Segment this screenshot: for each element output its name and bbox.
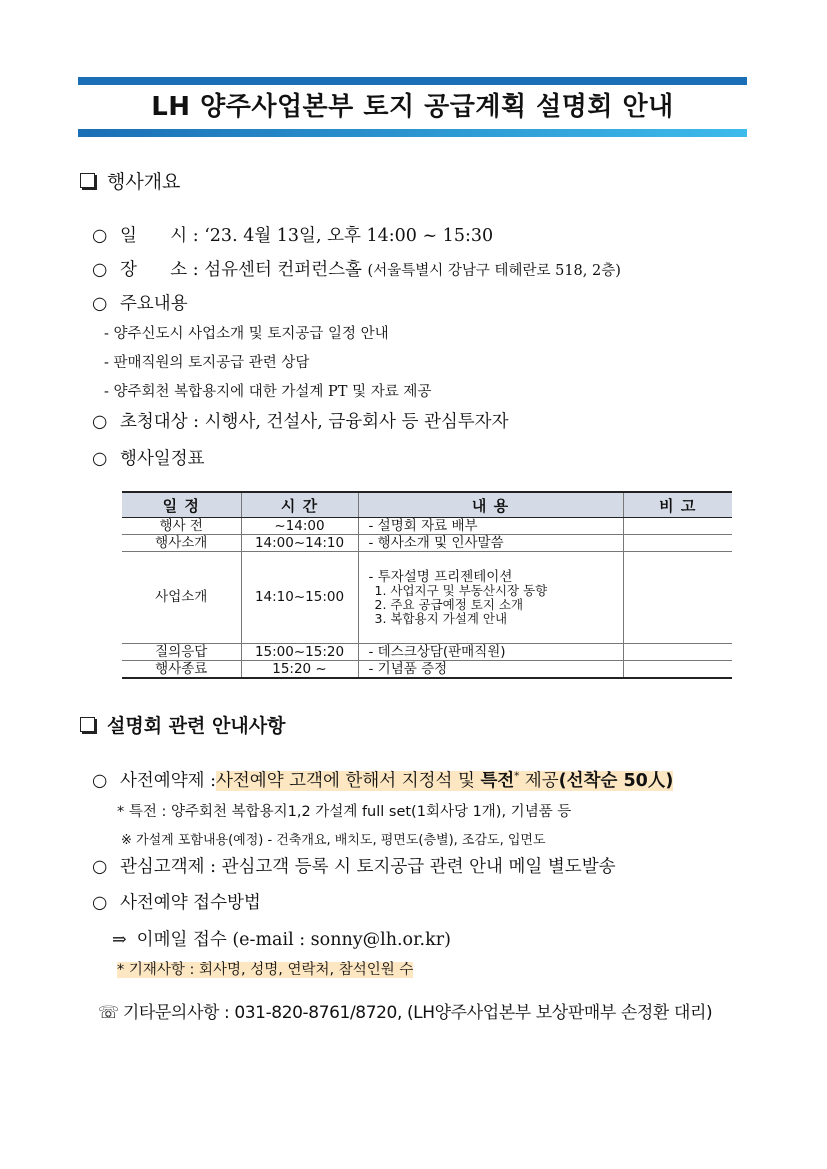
event-place-line [92, 256, 621, 281]
cell-time: 15:00~15:20 [241, 644, 358, 661]
content-item: - 판매직원의 토지공급 관련 상담 [104, 355, 310, 371]
bullet-circle-icon: ○ [92, 449, 108, 469]
bullet-circle-icon: ○ [92, 412, 108, 432]
cell-content [358, 552, 623, 644]
benefit-line: * 특전 : 양주회천 복합용지1,2 가설계 full set(1회사당 1개), 기념품 등 [117, 804, 572, 820]
title-bar-bottom [78, 129, 747, 137]
cell-step: 사업소개 [122, 552, 241, 644]
cell-time: 14:00~14:10 [241, 535, 358, 552]
section-heading-notice [80, 711, 285, 738]
method-line [92, 889, 261, 914]
contact-line [98, 998, 712, 1023]
fields-note [117, 958, 413, 979]
table-row [122, 644, 732, 661]
cell-content-subitem: 2. 주요 공급예정 토지 소개 [374, 596, 524, 612]
cell-content-subitem: 3. 복합용지 가설계 안내 [374, 610, 508, 626]
interest-line [92, 853, 616, 878]
title-bar-top [78, 77, 747, 85]
checkbox-square-icon [80, 173, 95, 188]
bullet-circle-icon: ○ [92, 857, 108, 877]
cell-note [623, 661, 732, 679]
email-line [112, 926, 451, 951]
place-detail: (서울특별시 강남구 테헤란로 518, 2층) [367, 263, 621, 279]
table-row [122, 535, 732, 552]
page-title: LH 양주사업본부 토지 공급계획 설명회 안내 [151, 92, 674, 122]
content-label: 주요내용 [120, 294, 188, 314]
header-content: 내 용 [358, 492, 623, 518]
table-header-row [122, 492, 732, 518]
prereg-highlight [216, 771, 673, 791]
cell-time: 14:10~15:00 [241, 552, 358, 644]
event-date-line [92, 222, 493, 247]
schedule-table [122, 491, 732, 679]
prereg-label: 사전예약제 : [120, 771, 216, 791]
prereg-value: 사전예약 고객에 한해서 지정석 및 [215, 771, 481, 791]
cell-step: 행사종료 [122, 661, 241, 679]
place-value: 섬유센터 컨퍼런스홀 [204, 260, 362, 280]
table-row [122, 661, 732, 679]
cell-time: 15:20 ~ [241, 661, 358, 679]
header-time: 시 간 [241, 492, 358, 518]
cell-content-main: - 투자설명 프리젠테이션 [368, 568, 513, 585]
cell-note [623, 518, 732, 535]
table-row [122, 552, 732, 644]
phone-icon: ☏ [98, 1003, 119, 1023]
bullet-circle-icon: ○ [92, 260, 108, 280]
bullet-circle-icon: ○ [92, 226, 108, 246]
checkbox-square-icon [80, 717, 95, 732]
fields-note-text: * 기재사항 : 회사명, 성명, 연락처, 참석인원 수 [117, 962, 414, 978]
date-value: ‘23. 4월 13일, 오후 14:00 ~ 15:30 [204, 226, 494, 246]
bullet-circle-icon: ○ [92, 771, 108, 791]
arrow-right-icon: ⇒ [112, 930, 127, 950]
interest-value: 관심고객 등록 시 토지공급 관련 안내 메일 별도발송 [221, 857, 616, 877]
target-text: 초청대상 : 시행사, 건설사, 금융회사 등 관심투자자 [120, 412, 509, 432]
header-step: 일 정 [122, 492, 241, 518]
prereg-value-end: 제공 [519, 771, 559, 791]
bullet-circle-icon: ○ [92, 893, 108, 913]
schedule-heading-line [92, 445, 205, 470]
email-value[interactable]: (e-mail : sonny@lh.or.kr) [232, 930, 451, 950]
date-label: 일 시 : [120, 226, 199, 246]
cell-content: - 설명회 자료 배부 [358, 518, 623, 535]
cell-content: - 기념품 증정 [358, 661, 623, 679]
bullet-circle-icon: ○ [92, 294, 108, 314]
prereg-limit: (선착순 50人) [558, 771, 674, 791]
section-heading-text: 행사개요 [107, 171, 181, 193]
benefit-note: ※ 가설계 포함내용(예정) - 건축개요, 배치도, 평면도(층별), 조감도, 입면도 [121, 833, 546, 848]
header-note: 비 고 [623, 492, 732, 518]
content-item: - 양주신도시 사업소개 및 토지공급 일정 안내 [104, 326, 389, 342]
cell-content: - 데스크상담(판매직원) [358, 644, 623, 661]
cell-content: - 행사소개 및 인사말씀 [358, 535, 623, 552]
prereg-line [92, 767, 673, 792]
cell-step: 행사 전 [122, 518, 241, 535]
cell-step: 질의응답 [122, 644, 241, 661]
content-item: - 양주회천 복합용지에 대한 가설계 PT 및 자료 제공 [104, 384, 432, 400]
email-label: 이메일 접수 [136, 930, 227, 950]
prereg-benefit: 특전 [480, 771, 515, 791]
interest-label: 관심고객제 : [120, 857, 216, 877]
cell-step: 행사소개 [122, 535, 241, 552]
cell-content-subitem: 1. 사업지구 및 부동산시장 동향 [374, 582, 548, 598]
target-line [92, 408, 509, 433]
schedule-label: 행사일정표 [120, 449, 205, 469]
content-heading-line [92, 290, 188, 315]
section-heading-overview [80, 167, 180, 194]
prereg-sup: * [514, 771, 520, 783]
cell-note [623, 552, 732, 644]
contact-text: 기타문의사항 : 031-820-8761/8720, (LH양주사업본부 보상판매부 손정환 대리) [122, 1003, 713, 1023]
cell-note [623, 644, 732, 661]
cell-time: ~14:00 [241, 518, 358, 535]
place-label: 장 소 : [120, 260, 199, 280]
cell-note [623, 535, 732, 552]
method-label: 사전예약 접수방법 [120, 893, 261, 913]
section-heading-text: 설명회 관련 안내사항 [107, 715, 286, 737]
table-row [122, 518, 732, 535]
